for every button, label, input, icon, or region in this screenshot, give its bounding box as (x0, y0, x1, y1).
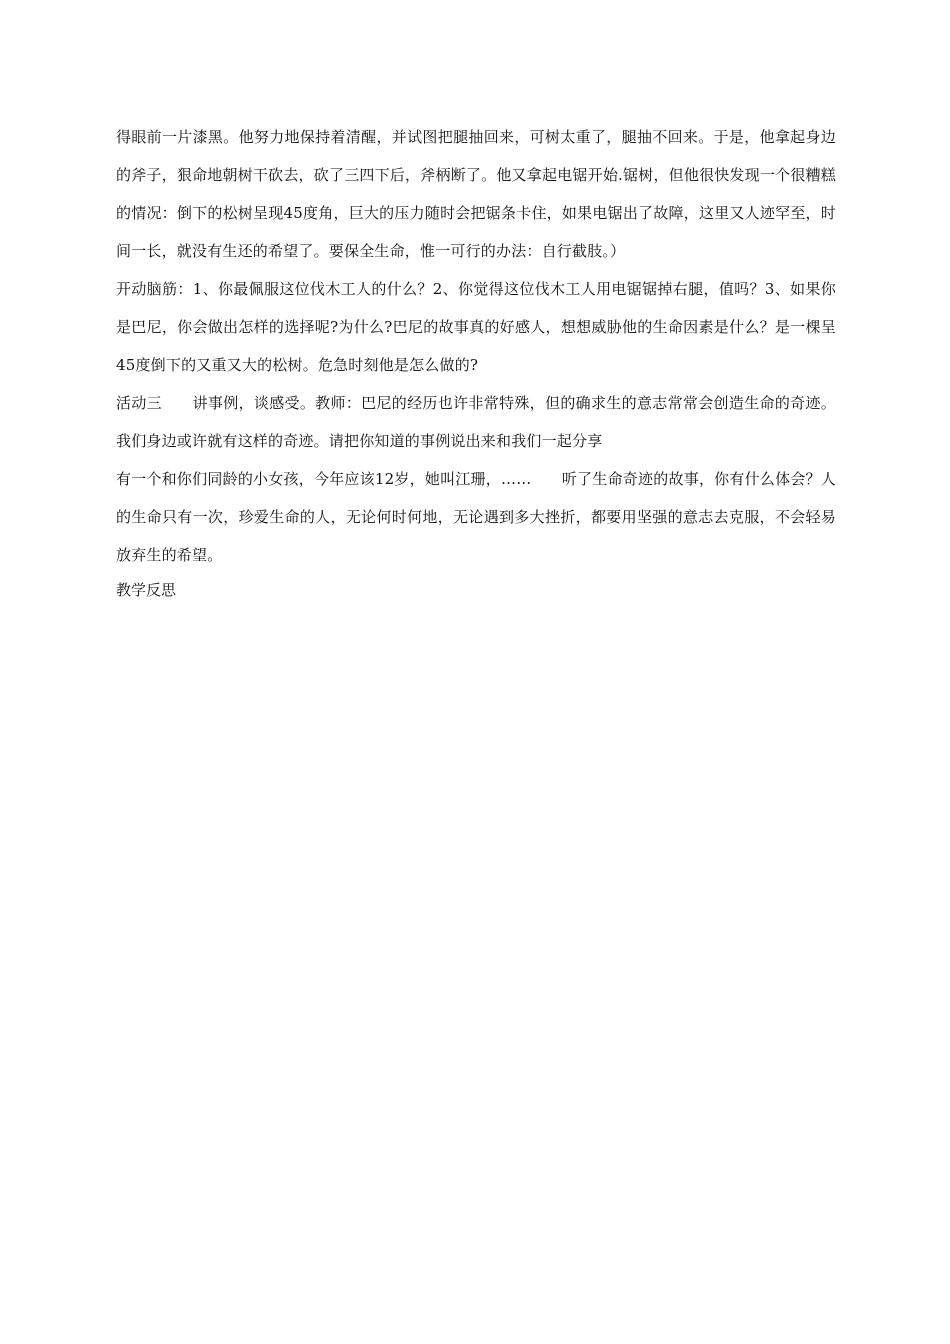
document-page (116, 118, 836, 606)
paragraph-girl-story: 有一个和你们同龄的小女孩，今年应该12岁，她叫江珊，…… 听了生命奇迹的故事，你有什么体会？人的生命只有一次，珍爱生命的人，无论何时何地，无论遇到多大挫折，都要用坚强的意志去克服，不会轻易放弃生的希望。 (116, 470, 836, 564)
paragraph-brainstorm-question-1: 开动脑筋：1、你最佩服这位伐木工人的什么？2、你觉得这位伐木工人用电锯锯掉右腿，值吗？3、如果你是巴尼，你会做出怎样的选择呢?为什么?巴尼的故事真的好感人，想想威胁他的生命因素是什么？是一棵呈45度倒下的又重又大的松树。危急时刻他是怎么做的? (116, 280, 836, 374)
paragraph-story-continued: 得眼前一片漆黑。他努力地保持着清醒，并试图把腿抽回来，可树太重了，腿抽不回来。于是，他拿起身边的斧子，狠命地朝树干砍去，砍了三四下后，斧柄断了。他又拿起电锯开始.锯树，但他很快发现一个很糟糕的情况：倒下的松树呈现45度角，巨大的压力随时会把锯条卡住，如果电锯出了故障，这里又人迹罕至，时间一长，就没有生还的希望了。要保全生命，惟一可行的办法：自行截肢。） (116, 128, 836, 260)
paragraph-activity-three: 活动三 讲事例，谈感受。教师：巴尼的经历也许非常特殊，但的确求生的意志常常会创造生命的奇迹。我们身边或许就有这样的奇迹。请把你知道的事例说出来和我们一起分享 (116, 394, 836, 450)
teaching-reflection-heading: 教学反思 (116, 581, 177, 599)
